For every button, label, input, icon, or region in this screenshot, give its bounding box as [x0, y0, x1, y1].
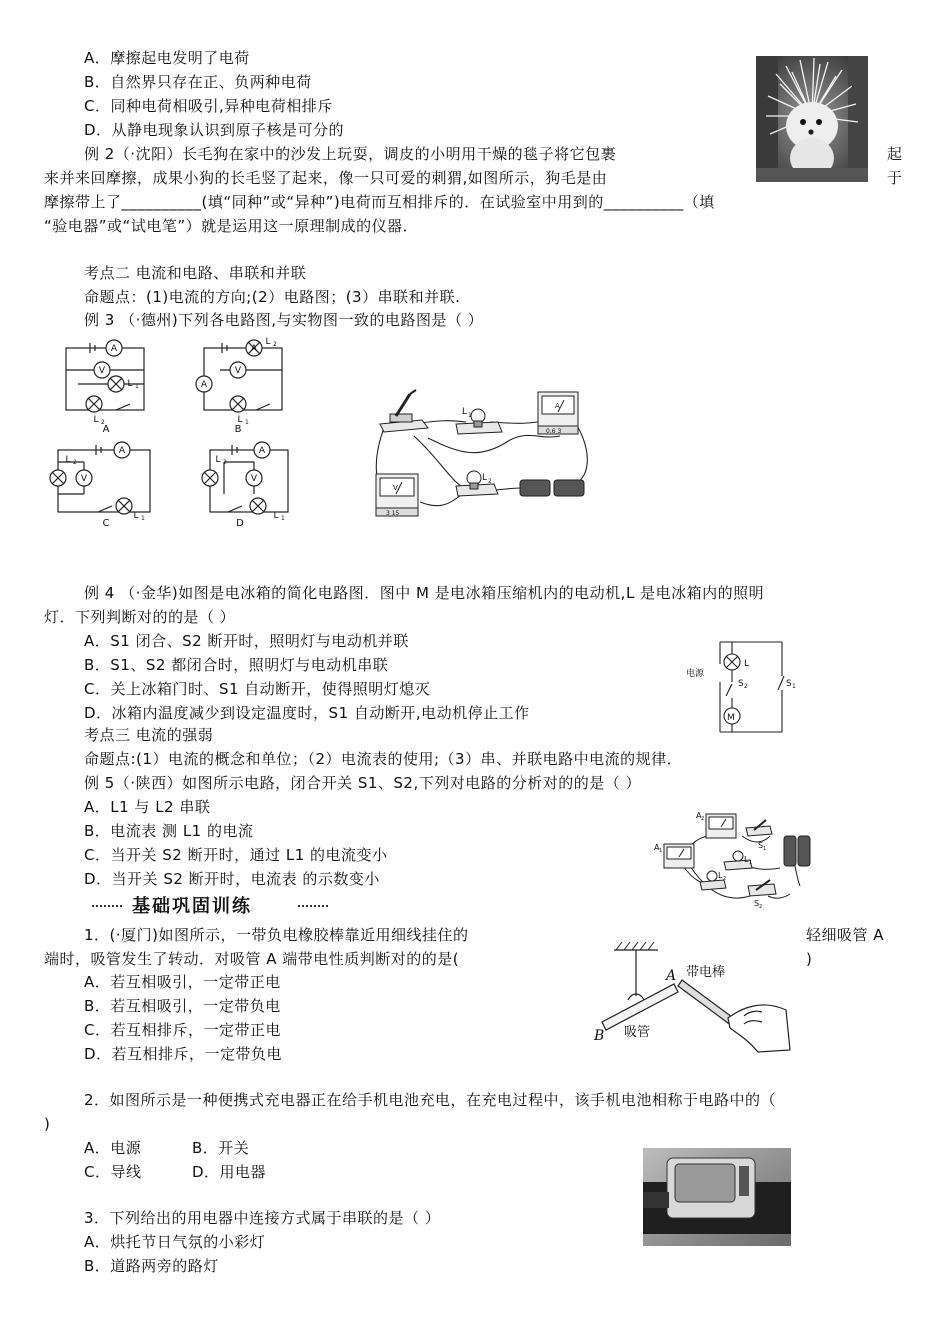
subscript: 2: [101, 419, 105, 426]
meter-label: V: [80, 474, 88, 484]
ammeter-a2: [706, 814, 736, 838]
example-2-line-2-end: 于: [887, 169, 903, 187]
batteries: [784, 836, 810, 866]
meter-label: A: [110, 344, 118, 354]
photo-label-l1: L: [462, 407, 468, 417]
example-5-option-d: D．当开关 S2 断开时，电流表 的示数变小: [84, 870, 380, 888]
question-1-option-b: B．若互相吸引，一定带负电: [84, 997, 281, 1015]
example-4-option-a: A．S1 闭合、S2 断开时，照明灯与电动机并联: [84, 632, 409, 650]
circuit-a: [66, 340, 144, 412]
question-1-line-2: 端时，吸管发生了转动．对吸管 A 端带电性质判断对的的是(: [44, 950, 460, 968]
option-label: A: [102, 424, 110, 435]
subscript: 2: [759, 904, 763, 910]
meter-label: V: [98, 366, 106, 376]
lamp-label: L: [127, 379, 133, 389]
question-2-option-c: C．导线: [84, 1163, 142, 1181]
subscript: 1: [245, 419, 249, 426]
lamp-label: L: [65, 455, 71, 465]
subscript: 2: [223, 459, 227, 466]
meter-label: V: [234, 366, 242, 376]
subscript: 2: [723, 876, 727, 882]
question-1-option-a: A．若互相吸引，一定带正电: [84, 973, 281, 991]
meter-label: V: [250, 474, 258, 484]
subscript: 2: [73, 459, 77, 466]
lamp-l1-label: L: [744, 855, 749, 864]
example-4-line-1: 例 4 （·金华)如图是电冰箱的简化电路图．图中 M 是电冰箱压缩机内的电动机,L 是电冰箱内的照明: [84, 584, 765, 602]
meter-face-label: A: [555, 402, 560, 410]
lamp-l2-label: L: [718, 871, 723, 880]
question-1-option-d: D．若互相排斥，一定带负电: [84, 1045, 283, 1063]
example-5-option-b: B．电流表 测 L1 的电流: [84, 822, 254, 840]
meter-face-label: V: [393, 484, 398, 492]
example-5-option-c: C．当开关 S2 断开时，通过 L1 的电流变小: [84, 846, 388, 864]
section-heading-3: 考点三 电流的强弱: [84, 726, 214, 744]
example-3-physical-circuit: [370, 380, 600, 522]
question-2-option-b: B．开关: [192, 1139, 250, 1157]
option-a: A．摩擦起电发明了电荷: [84, 49, 250, 67]
charger-photo: [643, 1148, 791, 1246]
question-1-line-1-end: 轻细吸管 A: [806, 926, 885, 944]
switch-s2: [748, 880, 776, 896]
proposition-points-3: 命题点:(1）电流的概念和单位；（2）电流表的使用;（3）串、并联电路中电流的规律．: [84, 750, 683, 768]
banner-rule-right: [298, 905, 328, 907]
subscript: 1: [659, 848, 663, 854]
question-3-option-b: B．道路两旁的路灯: [84, 1257, 219, 1275]
question-3-question: 3．下列给出的用电器中连接方式属于串联的是（ ）: [84, 1209, 441, 1227]
subscript: 1: [763, 846, 767, 852]
ammeter-a1: [664, 844, 694, 868]
subscript: 2: [273, 341, 277, 348]
subscript: 2: [744, 683, 748, 690]
example-4-fridge-circuit: [680, 636, 796, 740]
lamp-label: L: [744, 659, 750, 669]
example-4-line-2: 灯．下列判断对的的是（ ）: [44, 608, 236, 626]
banner-title: 基础巩固训练: [132, 896, 252, 917]
meter-label: A: [258, 446, 266, 456]
example-2-line-3: 摩擦带上了__________(填“同种”或“异种”)电荷而互相排斥的．在试验室中用到的__________（填: [44, 193, 715, 211]
meter-scale: 3 15: [386, 510, 400, 517]
dog-photo: [756, 56, 868, 182]
lamp-label: L: [237, 415, 243, 425]
meter-scale: 0.6 3: [546, 428, 562, 435]
section-heading-2: 考点二 电流和电路、串联和并联: [84, 264, 307, 282]
banner-rule-left: [92, 905, 122, 907]
switch-s1: [746, 820, 772, 836]
example-4-option-b: B．S1、S2 都闭合时，照明灯与电动机串联: [84, 656, 389, 674]
straw-end-b-label: B: [594, 1028, 605, 1044]
example-3-circuit-options: [44, 334, 334, 536]
example-2-line-2: 来并来回摩擦，成果小狗的长毛竖了起来，像一只可爱的刺猬,如图所示，狗毛是由: [44, 169, 608, 187]
question-2-option-a: A．电源: [84, 1139, 142, 1157]
switch-s1-label: S: [786, 679, 792, 689]
example-5-question: 例 5（·陕西）如图所示电路，闭合开关 S1、S2,下列对电路的分析对的的是（ ）: [84, 774, 642, 792]
ammeter-a2-label: A: [696, 811, 702, 820]
straw-label: 吸管: [624, 1025, 651, 1040]
ammeter-a1-label: A: [654, 843, 660, 852]
meter-label: A: [250, 344, 258, 354]
question-1-straw-figure: [588, 940, 794, 1058]
question-2-option-d: D．用电器: [192, 1163, 267, 1181]
lamp-label: L: [93, 415, 99, 425]
option-label: D: [236, 518, 244, 529]
subscript: 1: [135, 383, 139, 390]
option-c: C．同种电荷相吸引,异种电荷相排斥: [84, 97, 333, 115]
option-label: B: [234, 424, 242, 435]
subscript: 1: [141, 515, 145, 522]
lamp-label: L: [215, 455, 221, 465]
option-d: D．从静电现象认识到原子核是可分的: [84, 121, 345, 139]
example-4-option-c: C．关上冰箱门时、S1 自动断开，使得照明灯熄灭: [84, 680, 431, 698]
circuit-c: [50, 442, 150, 514]
question-1-option-c: C．若互相排斥，一定带正电: [84, 1021, 281, 1039]
example-4-option-d: D．冰箱内温度减少到设定温度时，S1 自动断开,电动机停止工作: [84, 704, 530, 722]
question-2-line-2: ): [44, 1115, 51, 1133]
example-2-line-1-end: 起: [887, 145, 903, 163]
straw-end-a-label: A: [666, 968, 677, 984]
lamp-label: L: [133, 511, 139, 521]
subscript: 1: [749, 860, 753, 866]
photo-label-l2: L: [482, 473, 488, 483]
question-3-option-a: A．烘托节日气氛的小彩灯: [84, 1233, 266, 1251]
switch-s2-label: S: [754, 899, 760, 908]
question-2-line-1: 2．如图所示是一种便携式充电器正在给手机电池充电，在充电过程中，该手机电池相称于电路中的（: [84, 1091, 777, 1109]
option-b: B．自然界只存在正、负两种电荷: [84, 73, 312, 91]
power-source-label: 电源: [686, 669, 705, 679]
question-1-line-2-end: ): [806, 950, 813, 968]
subscript: 1: [468, 412, 472, 419]
example-2-line-1: 例 2（·沈阳）长毛狗在家中的沙发上玩耍，调皮的小明用干燥的毯子将它包裹: [84, 145, 617, 163]
example-3-question: 例 3 （·德州)下列各电路图,与实物图一致的电路图是（ ）: [84, 311, 484, 329]
switch-s1-label: S: [758, 841, 764, 850]
switch: [380, 390, 428, 432]
meter-label: A: [200, 380, 208, 390]
subscript: 1: [281, 515, 285, 522]
subscript: 1: [792, 683, 796, 690]
motor-label: M: [727, 713, 735, 723]
charged-rod-label: 带电棒: [686, 965, 726, 980]
section-banner: [92, 892, 338, 918]
circuit-d: [202, 442, 288, 514]
lamp-label: L: [273, 511, 279, 521]
switch-s2-label: S: [738, 679, 744, 689]
lamp-label: L: [265, 337, 271, 347]
subscript: 2: [488, 478, 492, 485]
option-label: C: [102, 518, 110, 529]
example-5-physical-circuit: [650, 806, 826, 912]
proposition-points-2: 命题点：(1)电流的方向;(2）电路图；(3）串联和并联.: [84, 288, 461, 306]
batteries: [520, 480, 584, 496]
example-2-line-4: “验电器”或“试电笔”）就是运用这一原理制成的仪器．: [44, 217, 419, 235]
subscript: 2: [701, 816, 705, 822]
example-5-option-a: A．L1 与 L2 串联: [84, 798, 211, 816]
meter-label: A: [118, 446, 126, 456]
question-1-line-1: 1．(·厦门)如图所示，一带负电橡胶棒靠近用细线挂住的: [84, 926, 469, 944]
circuit-b: [196, 340, 282, 412]
